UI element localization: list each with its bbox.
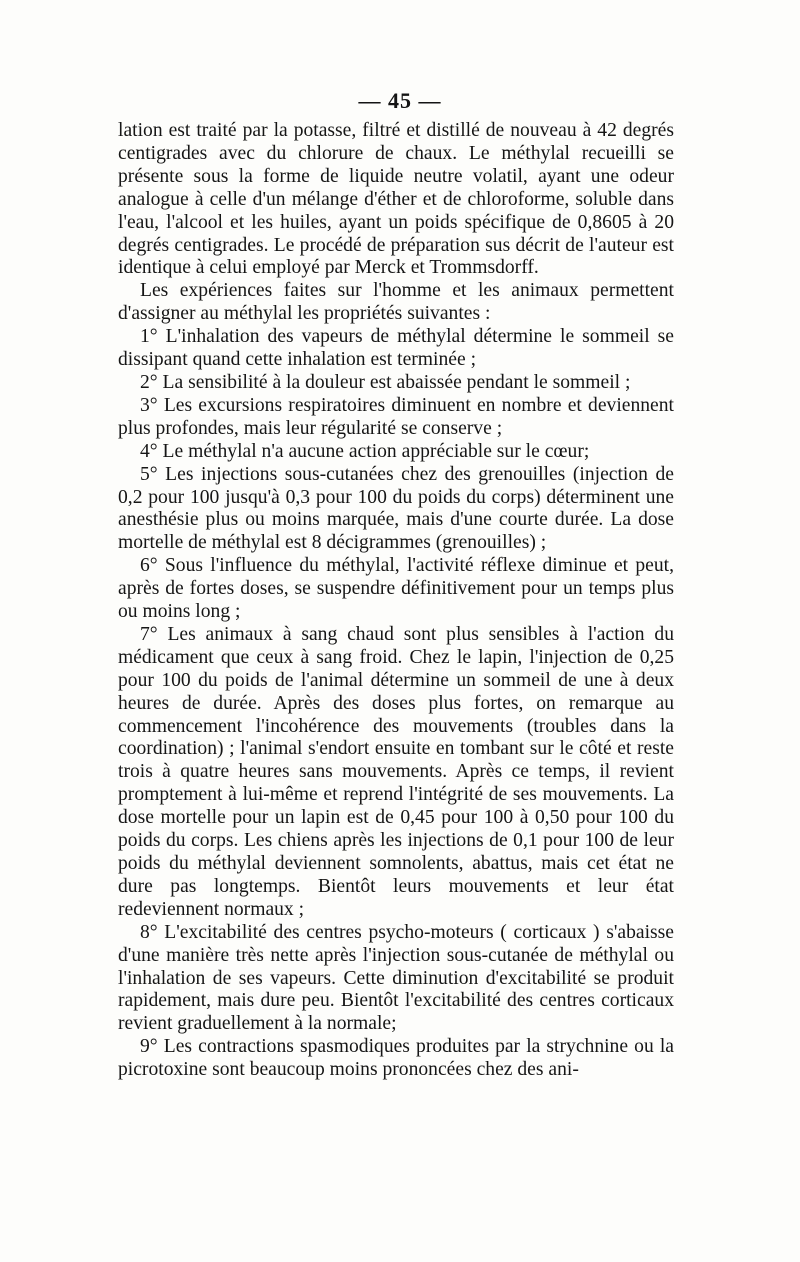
paragraph: lation est traité par la potasse, filtré et distillé de nouveau à 42 degrés centigrades avec du chlorure de chaux. Le méthylal recueilli se présente sous la forme de liquide neutre volatil, ayant une odeur analogue à celle d'un mélange d'éther et de chloroforme, soluble dans l'eau, l'alcool et les huiles, ayant un poids spécifique de 0,8605 à 20 degrés centigrades. Le procédé de préparation sus décrit de l'auteur est identique à celui employé par Merck et Trommsdorff. (118, 120, 674, 279)
list-item: 4° Le méthylal n'a aucune action appréciable sur le cœur; (140, 440, 590, 462)
list-item: 8° L'excitabilité des centres psycho-moteurs ( corticaux ) s'abaisse d'une manière très nette après l'injection sous-cutanée de méthylal ou l'inhalation de ses vapeurs. Cette diminution d'excitabilité se produit rapidement, mais dure peu. Bientôt l'excitabilité des centres corticaux revient graduellement à la normale; (118, 921, 674, 1035)
list-item: 1° L'inhalation des vapeurs de méthylal détermine le sommeil se dissipant quand cette inhalation est terminée ; (118, 326, 674, 371)
list-item: 2° La sensibilité à la douleur est abaissée pendant le sommeil ; (140, 371, 631, 393)
list-item: 5° Les injections sous-cutanées chez des grenouilles (injection de 0,2 pour 100 jusqu'à 0,3 pour 100 du poids du corps) déterminent une anesthésie plus ou moins marquée, mais d'une courte durée. La dose mortelle de méthylal est 8 décigrammes (grenouilles) ; (118, 463, 674, 554)
paragraph: Les expériences faites sur l'homme et les animaux permettent d'assigner au méthylal les propriétés suivantes : (118, 280, 674, 325)
list-item: 9° Les contractions spasmodiques produites par la strychnine ou la picrotoxine sont beaucoup moins prononcées chez des ani- (118, 1036, 674, 1081)
list-item: 6° Sous l'influence du méthylal, l'activité réflexe diminue et peut, après de fortes doses, se suspendre définitivement pour un temps plus ou moins long ; (118, 555, 674, 623)
list-item: 7° Les animaux à sang chaud sont plus sensibles à l'action du médicament que ceux à sang froid. Chez le lapin, l'injection de 0,25 pour 100 du poids de l'animal détermine un sommeil de une à deux heures de durée. Après des doses plus fortes, on remarque au commencement l'incohérence des mouvements (troubles dans la coordination) ; l'animal s'endort ensuite en tombant sur le côté et reste trois à quatre heures sans mouvements. Après ce temps, il revient promptement à lui-même et reprend l'intégrité de ses mouvements. La dose mortelle pour un lapin est de 0,45 pour 100 à 0,50 pour 100 du poids du corps. Les chiens après les injections de 0,1 pour 100 de leur poids du méthylal deviennent somnolents, abattus, mais cet état ne dure pas longtemps. Bientôt leurs mouvements et leur état redeviennent normaux ; (118, 623, 674, 920)
list-item: 3° Les excursions respiratoires diminuent en nombre et deviennent plus profondes, mais leur régularité se conserve ; (118, 394, 674, 439)
page-number: — 45 — (358, 88, 442, 113)
body-text (118, 120, 674, 1082)
